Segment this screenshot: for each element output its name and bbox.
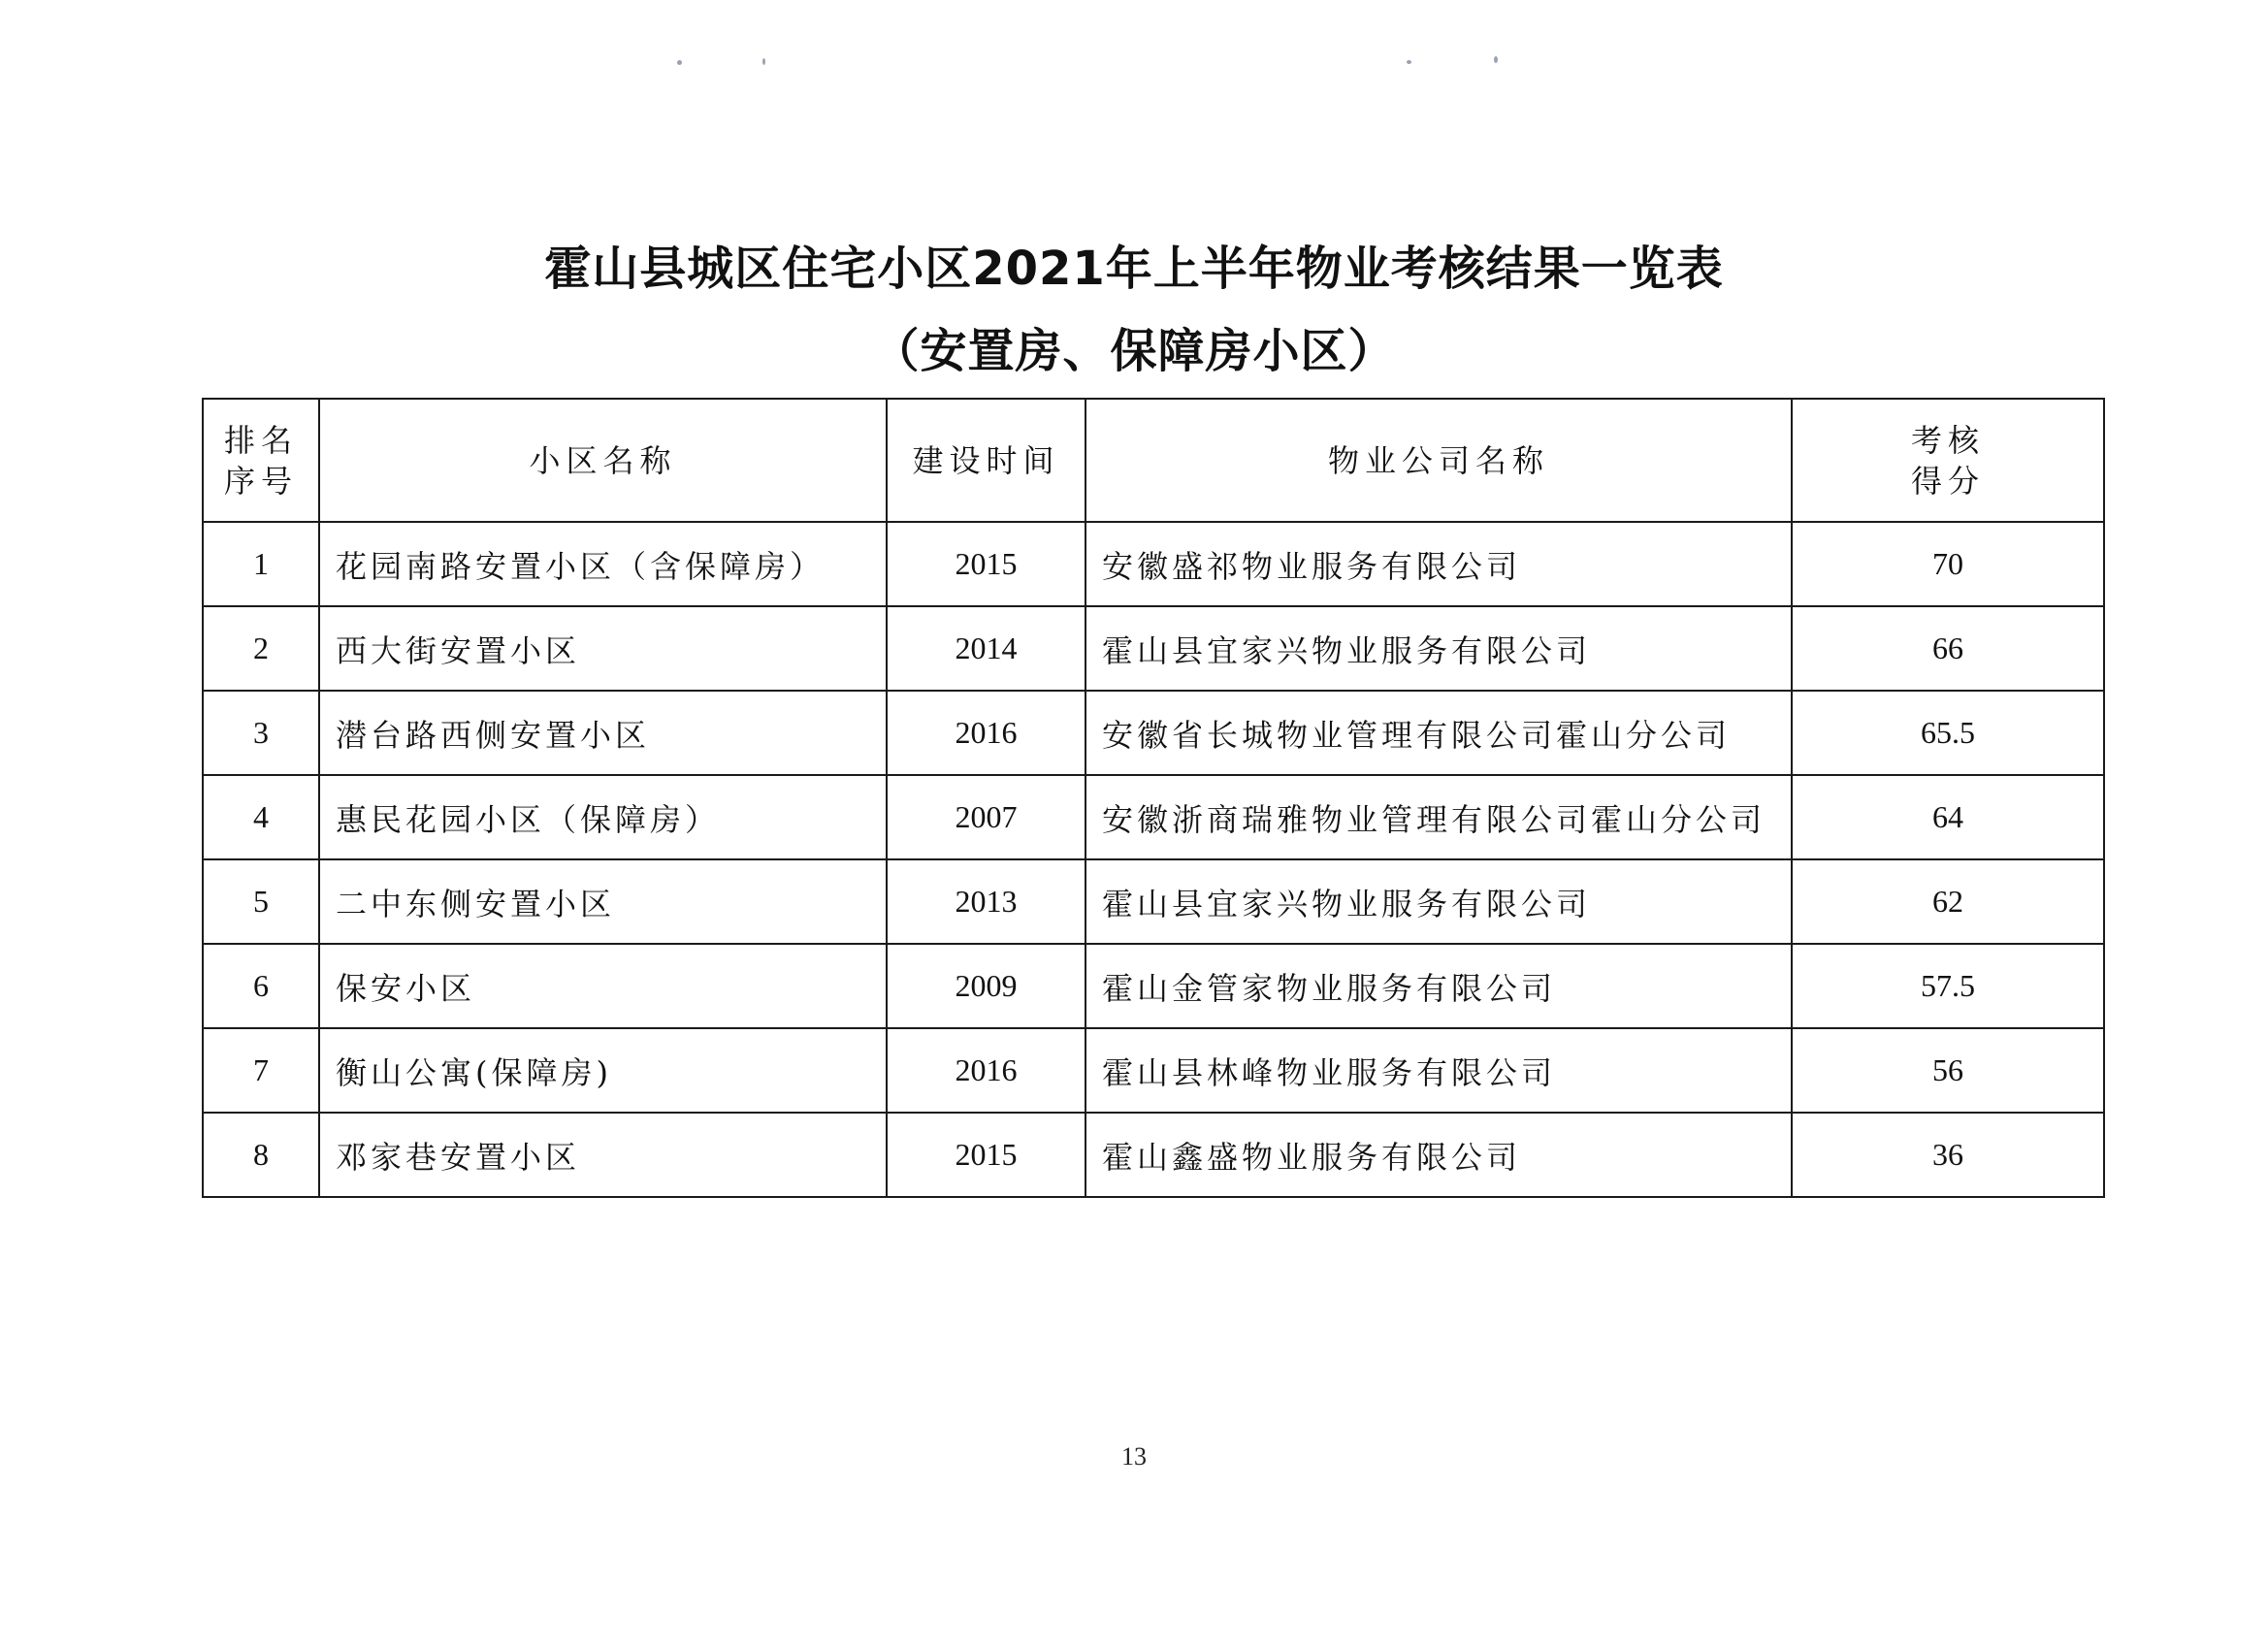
results-table-container [202, 398, 2103, 1198]
cell-community: 西大街安置小区 [319, 606, 887, 691]
header-rank-line-1: 排名 [223, 421, 298, 459]
cell-rank: 3 [203, 691, 319, 775]
cell-community: 惠民花园小区（保障房） [319, 775, 887, 859]
cell-community: 花园南路安置小区（含保障房） [319, 522, 887, 606]
header-score [1792, 399, 2104, 522]
results-table [202, 398, 2105, 1198]
header-score-line-2: 得分 [1910, 462, 1985, 500]
cell-build-time: 2013 [887, 859, 1085, 944]
cell-company: 霍山县林峰物业服务有限公司 [1085, 1028, 1792, 1113]
cell-score: 56 [1792, 1028, 2104, 1113]
table-row [203, 606, 2104, 691]
cell-company: 安徽省长城物业管理有限公司霍山分公司 [1085, 691, 1792, 775]
header-rank-line-2: 序号 [223, 462, 298, 500]
table-header-row [203, 399, 2104, 522]
page-number: 13 [1121, 1442, 1147, 1471]
scan-speck [762, 58, 765, 65]
cell-company: 安徽浙商瑞雅物业管理有限公司霍山分公司 [1085, 775, 1792, 859]
cell-score: 66 [1792, 606, 2104, 691]
cell-rank: 2 [203, 606, 319, 691]
table-row [203, 1113, 2104, 1197]
cell-build-time: 2009 [887, 944, 1085, 1028]
cell-score: 36 [1792, 1113, 2104, 1197]
cell-score: 57.5 [1792, 944, 2104, 1028]
cell-company: 霍山县宜家兴物业服务有限公司 [1085, 859, 1792, 944]
cell-rank: 5 [203, 859, 319, 944]
cell-company: 安徽盛祁物业服务有限公司 [1085, 522, 1792, 606]
header-build-time: 建设时间 [887, 399, 1085, 522]
cell-build-time: 2014 [887, 606, 1085, 691]
cell-build-time: 2015 [887, 522, 1085, 606]
cell-rank: 1 [203, 522, 319, 606]
scan-speck [1494, 56, 1498, 63]
cell-company: 霍山金管家物业服务有限公司 [1085, 944, 1792, 1028]
cell-community: 保安小区 [319, 944, 887, 1028]
table-row [203, 522, 2104, 606]
cell-rank: 7 [203, 1028, 319, 1113]
header-community: 小区名称 [319, 399, 887, 522]
cell-score: 70 [1792, 522, 2104, 606]
table-row [203, 775, 2104, 859]
cell-community: 邓家巷安置小区 [319, 1113, 887, 1197]
cell-rank: 8 [203, 1113, 319, 1197]
cell-build-time: 2016 [887, 691, 1085, 775]
cell-community: 衡山公寓(保障房) [319, 1028, 887, 1113]
cell-community: 潜台路西侧安置小区 [319, 691, 887, 775]
cell-score: 65.5 [1792, 691, 2104, 775]
table-row [203, 691, 2104, 775]
table-row [203, 859, 2104, 944]
cell-score: 64 [1792, 775, 2104, 859]
document-title: 霍山县城区住宅小区2021年上半年物业考核结果一览表 [544, 242, 1724, 296]
cell-company: 霍山县宜家兴物业服务有限公司 [1085, 606, 1792, 691]
table-row [203, 944, 2104, 1028]
document-subtitle: （安置房、保障房小区） [872, 324, 1396, 378]
scan-speck [1407, 60, 1411, 64]
cell-build-time: 2015 [887, 1113, 1085, 1197]
cell-community: 二中东侧安置小区 [319, 859, 887, 944]
cell-company: 霍山鑫盛物业服务有限公司 [1085, 1113, 1792, 1197]
cell-rank: 6 [203, 944, 319, 1028]
table-row [203, 1028, 2104, 1113]
header-company: 物业公司名称 [1085, 399, 1792, 522]
scan-speck [677, 60, 682, 65]
cell-build-time: 2007 [887, 775, 1085, 859]
cell-score: 62 [1792, 859, 2104, 944]
header-rank [203, 399, 319, 522]
cell-rank: 4 [203, 775, 319, 859]
cell-build-time: 2016 [887, 1028, 1085, 1113]
header-score-line-1: 考核 [1910, 421, 1985, 459]
